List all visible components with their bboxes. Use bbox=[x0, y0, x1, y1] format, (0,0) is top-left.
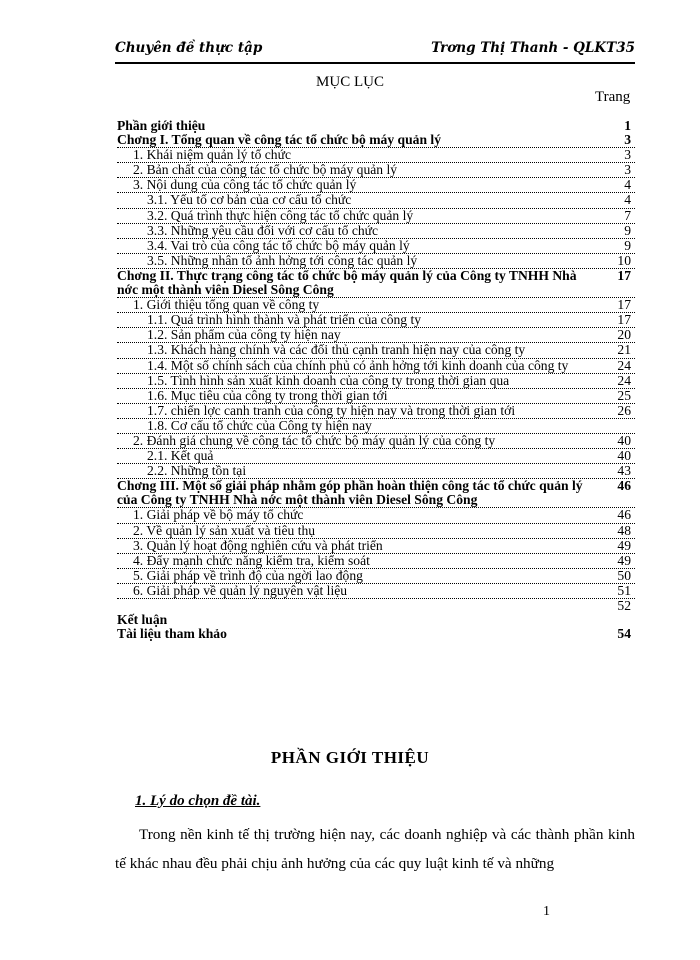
page-number: 1 bbox=[543, 904, 550, 919]
toc-entry: 2.1. Kết quả 40 bbox=[117, 449, 635, 464]
toc-entry: Phần giới thiệu 1 bbox=[117, 118, 631, 133]
header-author: Trơng Thị Thanh - QLKT35 bbox=[431, 40, 635, 56]
toc-entry: 1. Giới thiệu tổng quan về công ty 17 bbox=[117, 298, 635, 313]
toc-entry: 52 bbox=[617, 598, 631, 613]
toc-entry: 2.2. Những tồn tại 43 bbox=[117, 464, 635, 479]
toc-entry: Chơng I. Tổng quan về công tác tổ chức bộ máy quản lý 3 bbox=[117, 133, 635, 148]
toc-entry: 4. Đẩy mạnh chức năng kiểm tra, kiểm soát 49 bbox=[117, 554, 635, 569]
toc-entry: 6. Giải pháp về quản lý nguyên vật liệu 51 bbox=[117, 584, 635, 599]
toc-entry: Chơng III. Một số giải pháp nhằm góp phần hoàn thiện công tác tổ chức quản lý của Công ty TNHH Nhà nớc một thành viên Diesel Sông Công 46 bbox=[117, 479, 635, 508]
toc-entry: 2. Bản chất của công tác tổ chức bộ máy quản lý 3 bbox=[117, 163, 635, 178]
header-rule bbox=[115, 62, 635, 64]
toc-entry: Chơng II. Thực trạng công tác tổ chức bộ máy quản lý của Công ty TNHH Nhà nớc một thành viên Diesel Sông Công 17 bbox=[117, 269, 635, 298]
subheading: 1. Lý do chọn đề tài. bbox=[135, 793, 261, 809]
toc-entry: 1.5. Tình hình sản xuất kinh doanh của công ty trong thời gian qua 24 bbox=[117, 374, 635, 389]
toc-entry: 1.6. Mục tiêu của công ty trong thời gian tới 25 bbox=[117, 389, 635, 404]
toc-entry: 3.1. Yếu tố cơ bản của cơ cấu tổ chức 4 bbox=[117, 193, 635, 208]
toc-entry: 2. Đánh giá chung về công tác tổ chức bộ máy quản lý của công ty 40 bbox=[117, 434, 635, 449]
toc-entry: 1. Giải pháp về bộ máy tổ chức 46 bbox=[117, 508, 635, 523]
body-paragraph: Trong nền kinh tế thị trường hiện nay, các doanh nghiệp và các thành phần kinh tế khác nhau đều phải chịu ảnh hưởng của các quy luật kinh tế và những bbox=[115, 826, 635, 872]
toc-entry: 3.5. Những nhân tố ảnh hởng tới công tác quản lý 10 bbox=[117, 254, 635, 269]
toc-entry: 5. Giải pháp về trình độ của ngời lao động 50 bbox=[117, 569, 635, 584]
header-left-title: Chuyên đề thực tập bbox=[115, 40, 263, 56]
toc-entry: 1.1. Quá trình hình thành và phát triển của công ty 17 bbox=[117, 313, 635, 328]
toc-entry: 1.2. Sản phẩm của công ty hiện nay 20 bbox=[117, 328, 635, 343]
toc-entry: 2. Về quản lý sản xuất và tiêu thụ 48 bbox=[117, 524, 635, 539]
toc-entry: 1.3. Khách hàng chính và các đối thủ cạnh tranh hiện nay của công ty 21 bbox=[117, 343, 635, 358]
toc-entry: Kết luận bbox=[117, 612, 168, 628]
table-of-contents bbox=[117, 119, 635, 641]
toc-entry: 3. Quản lý hoạt động nghiên cứu và phát triển 49 bbox=[117, 539, 635, 554]
toc-entry: 1.7. chiến lợc canh tranh của công ty hiện nay và trong thời gian tới 26 bbox=[117, 404, 635, 419]
toc-entry: 3.3. Những yêu cầu đối với cơ cấu tổ chức 9 bbox=[117, 224, 635, 239]
toc-title: MỤC LỤC bbox=[316, 74, 384, 90]
toc-entry: Tài liệu tham khảo 54 bbox=[117, 626, 631, 642]
section-title: PHẦN GIỚI THIỆU bbox=[270, 748, 430, 767]
toc-entry: 1. Khái niệm quản lý tổ chức 3 bbox=[117, 148, 635, 163]
toc-entry: 3.2. Quá trình thực hiện công tác tổ chức quản lý 7 bbox=[117, 209, 635, 224]
toc-entry: 3.4. Vai trò của công tác tổ chức bộ máy quản lý 9 bbox=[117, 239, 635, 254]
toc-page-label: Trang bbox=[595, 89, 631, 105]
page-header bbox=[115, 38, 635, 60]
toc-entry: 3. Nội dung của công tác tổ chức quản lý 4 bbox=[117, 178, 635, 193]
toc-entry: 1.8. Cơ cấu tổ chức của Công ty hiện nay bbox=[117, 419, 635, 434]
toc-entry: 1.4. Một số chính sách của chính phủ có ảnh hởng tới kinh doanh của công ty 24 bbox=[117, 359, 635, 374]
